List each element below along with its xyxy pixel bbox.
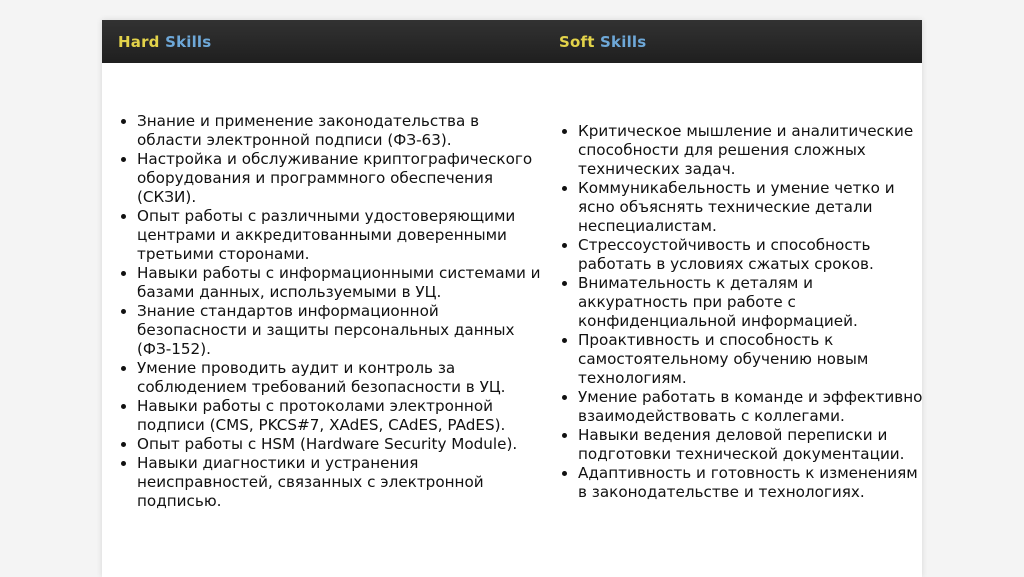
soft-skills-list	[543, 122, 923, 502]
list-item: • Опыт работы с HSM (Hardware Security Module).	[137, 435, 542, 454]
list-item: • Умение проводить аудит и контроль за соблюдением требований безопасности в УЦ.	[137, 359, 542, 397]
list-item: • Внимательность к деталям и аккуратность при работе с конфиденциальной информацией.	[578, 274, 923, 331]
list-item: • Критическое мышление и аналитические способности для решения сложных технических задач.	[578, 122, 923, 179]
list-item: • Опыт работы с различными удостоверяющими центрами и аккредитованными доверенными третьими сторонами.	[137, 207, 542, 264]
list-item: • Проактивность и способность к самостоятельному обучению новым технологиям.	[578, 331, 923, 388]
list-item: • Настройка и обслуживание криптографического оборудования и программного обеспечения (СКЗИ).	[137, 150, 542, 207]
table-header	[102, 20, 922, 63]
list-item: • Навыки работы с протоколами электронной подписи (CMS, PKCS#7, XAdES, CAdES, PAdES).	[137, 397, 542, 435]
list-item: • Стрессоустойчивость и способность работать в условиях сжатых сроков.	[578, 236, 923, 274]
soft-skills-heading-word1: Soft	[559, 33, 595, 51]
list-item: • Коммуникабельность и умение четко и ясно объяснять технические детали неспециалистам.	[578, 179, 923, 236]
skills-table	[102, 20, 922, 577]
hard-skills-heading-word1: Hard	[118, 33, 160, 51]
list-item: • Адаптивность и готовность к изменениям в законодательстве и технологиях.	[578, 464, 923, 502]
hard-skills-heading-word2: Skills	[165, 33, 212, 51]
soft-skills-heading-word2: Skills	[600, 33, 647, 51]
soft-skills-heading	[559, 33, 646, 51]
hard-skills-list	[102, 112, 542, 511]
soft-skills-column	[543, 63, 923, 502]
hard-skills-column	[102, 63, 542, 511]
list-item: • Навыки диагностики и устранения неисправностей, связанных с электронной подписью.	[137, 454, 542, 511]
list-item: • Умение работать в команде и эффективно взаимодействовать с коллегами.	[578, 388, 923, 426]
hard-skills-heading	[118, 33, 211, 51]
list-item: • Знание и применение законодательства в области электронной подписи (ФЗ-63).	[137, 112, 542, 150]
list-item: • Навыки работы с информационными системами и базами данных, используемыми в УЦ.	[137, 264, 542, 302]
list-item: • Знание стандартов информационной безопасности и защиты персональных данных (ФЗ-152).	[137, 302, 542, 359]
list-item: • Навыки ведения деловой переписки и подготовки технической документации.	[578, 426, 923, 464]
